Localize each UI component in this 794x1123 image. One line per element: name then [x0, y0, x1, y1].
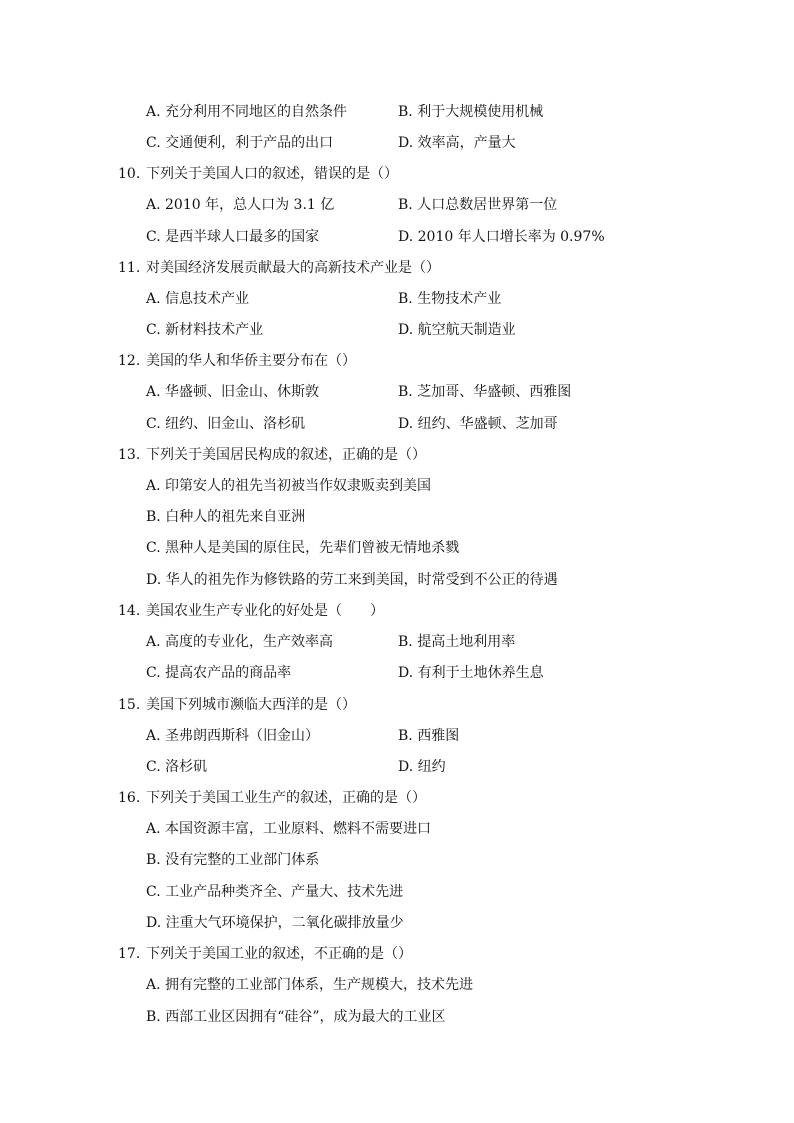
question-stem: 下列关于美国居民构成的叙述，正确的是（）	[146, 447, 426, 463]
option-c: C. 洛杉矶	[146, 759, 208, 775]
question-10	[118, 162, 398, 186]
question-number: 12.	[118, 353, 141, 369]
option-a: A. 充分利用不同地区的自然条件	[146, 104, 348, 120]
option-b: B. 人口总数居世界第一位	[398, 197, 558, 213]
question-number: 15.	[118, 697, 141, 713]
question-stem: 美国农业生产专业化的好处是（ ）	[146, 603, 384, 619]
question-number: 14.	[118, 603, 141, 619]
question-16	[118, 786, 426, 810]
question-number: 16.	[118, 790, 141, 806]
option-b: B. 白种人的祖先来自亚洲	[146, 509, 306, 525]
option-b: B. 西部工业区因拥有“硅谷”，成为最大的工业区	[146, 1009, 446, 1025]
option-c: C. 提高农产品的商品率	[146, 665, 292, 681]
option-c: C. 黑种人是美国的原住民，先辈们曾被无情地杀戮	[146, 540, 460, 556]
option-a: A. 高度的专业化，生产效率高	[146, 634, 334, 650]
question-stem: 下列关于美国工业的叙述，不正确的是（）	[146, 946, 412, 962]
option-d: D. 纽约、华盛顿、芝加哥	[398, 416, 558, 432]
option-c: C. 新材料技术产业	[146, 322, 264, 338]
option-d: D. 效率高，产量大	[398, 135, 516, 151]
option-a: A. 华盛顿、旧金山、休斯敦	[146, 384, 320, 400]
question-13	[118, 443, 426, 467]
option-a: A. 圣弗朗西斯科（旧金山）	[146, 728, 320, 744]
option-b: B. 提高土地利用率	[398, 634, 516, 650]
option-a: A. 本国资源丰富，工业原料、燃料不需要进口	[146, 821, 432, 837]
question-14	[118, 599, 384, 623]
option-a: A. 信息技术产业	[146, 291, 250, 307]
option-a: A. 2010 年，总人口为 3.1 亿	[146, 197, 335, 213]
question-stem: 对美国经济发展贡献最大的高新技术产业是（）	[146, 260, 440, 276]
question-number: 17.	[118, 946, 141, 962]
option-a: A. 印第安人的祖先当初被当作奴隶贩卖到美国	[146, 478, 432, 494]
option-b: B. 西雅图	[398, 728, 460, 744]
option-d: D. 航空航天制造业	[398, 322, 516, 338]
option-d: D. 2010 年人口增长率为 0.97%	[398, 229, 605, 245]
question-17	[118, 942, 412, 966]
option-c: C. 交通便利，利于产品的出口	[146, 135, 334, 151]
option-b: B. 利于大规模使用机械	[398, 104, 544, 120]
option-b: B. 没有完整的工业部门体系	[146, 852, 320, 868]
question-11	[118, 256, 440, 280]
question-number: 11.	[118, 260, 141, 276]
option-d: D. 华人的祖先作为修铁路的劳工来到美国，时常受到不公正的待遇	[146, 572, 558, 588]
option-d: D. 纽约	[398, 759, 446, 775]
question-number: 10.	[118, 166, 141, 182]
option-b: B. 芝加哥、华盛顿、西雅图	[398, 384, 572, 400]
question-12	[118, 349, 356, 373]
question-number: 13.	[118, 447, 141, 463]
question-stem: 下列关于美国工业生产的叙述，正确的是（）	[146, 790, 426, 806]
option-a: A. 拥有完整的工业部门体系，生产规模大，技术先进	[146, 977, 474, 993]
option-c: C. 纽约、旧金山、洛杉矶	[146, 416, 306, 432]
option-d: D. 注重大气环境保护，二氧化碳排放量少	[146, 915, 404, 931]
option-c: C. 工业产品种类齐全、产量大、技术先进	[146, 884, 404, 900]
question-15	[118, 693, 356, 717]
question-stem: 美国的华人和华侨主要分布在（）	[146, 353, 356, 369]
option-b: B. 生物技术产业	[398, 291, 502, 307]
option-d: D. 有利于土地休养生息	[398, 665, 544, 681]
question-stem: 下列关于美国人口的叙述，错误的是（）	[146, 166, 398, 182]
option-c: C. 是西半球人口最多的国家	[146, 229, 320, 245]
question-stem: 美国下列城市濒临大西洋的是（）	[146, 697, 356, 713]
